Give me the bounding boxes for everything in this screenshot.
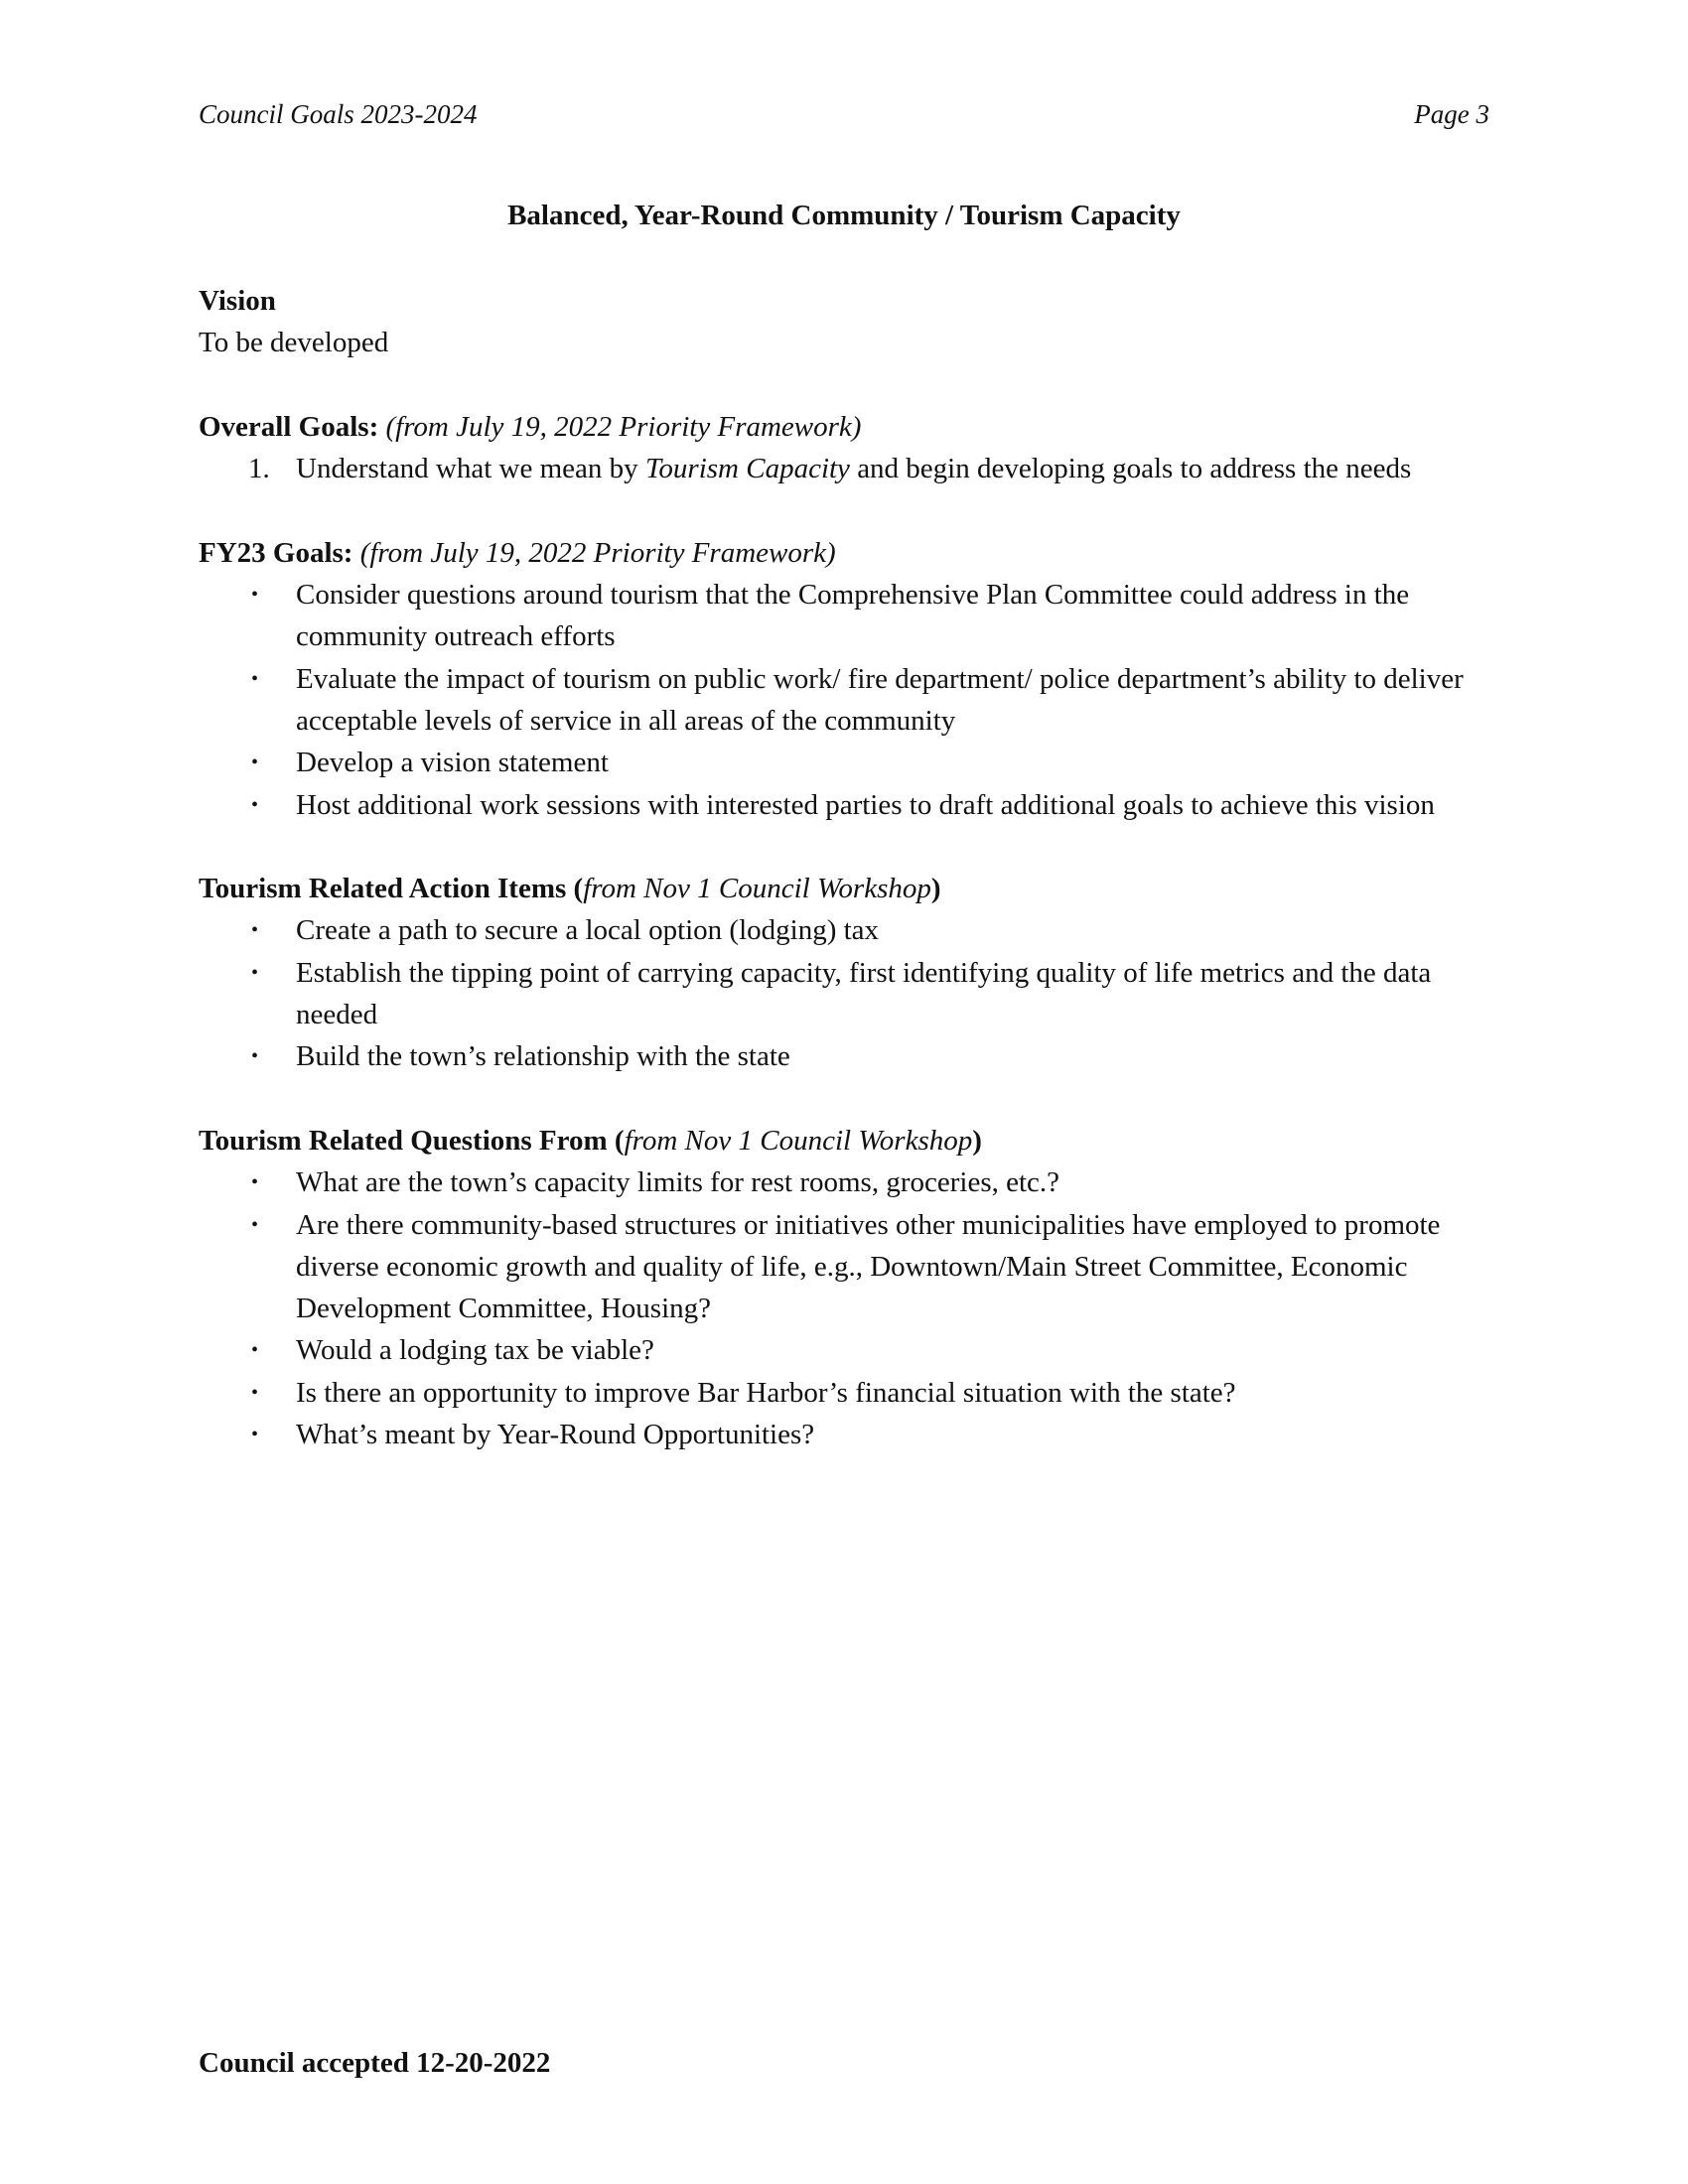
page-title: Balanced, Year-Round Community / Tourism Capacity [507, 200, 1181, 231]
questions-list [199, 1161, 1499, 1455]
action-items-close: ) [930, 873, 941, 905]
list-item-text: Is there an opportunity to improve Bar Harbor’s financial situation with the state? [296, 1376, 1236, 1409]
action-items-source: from Nov 1 Council Workshop [583, 873, 931, 905]
bullet-icon: • [251, 1381, 259, 1404]
fy23-goals-label: FY23 Goals: [199, 536, 353, 569]
overall-goals-label: Overall Goals: [199, 410, 379, 443]
questions-section [199, 1120, 1499, 1455]
bullet-icon: • [251, 1339, 259, 1362]
bullet-icon: • [251, 961, 259, 984]
bullet-icon: • [251, 584, 259, 607]
list-item-text: Host additional work sessions with interested parties to draft additional goals to achieve this vision [296, 788, 1435, 821]
bullet-icon: • [251, 1213, 259, 1236]
list-item-text: and begin developing goals to address the needs [849, 453, 1412, 485]
list-item [199, 1372, 1499, 1414]
fy23-goals-heading [199, 532, 1499, 574]
list-item-text: Develop a vision statement [296, 747, 609, 779]
list-item-text: What’s meant by Year-Round Opportunities? [296, 1419, 815, 1451]
document-title-header: Council Goals 2023-2024 [199, 99, 478, 129]
fy23-goals-section [199, 532, 1499, 826]
bullet-icon: • [251, 793, 259, 816]
list-item [199, 1329, 1499, 1371]
action-items-list [199, 909, 1499, 1077]
overall-goals-section [199, 406, 1499, 490]
overall-goals-source: (from July 19, 2022 Priority Framework) [385, 410, 862, 443]
fy23-goals-list [199, 574, 1499, 826]
overall-goals-list [199, 448, 1499, 489]
page-footer: Council accepted 12-20-2022 [199, 2047, 551, 2079]
list-item-text: Build the town’s relationship with the state [296, 1040, 790, 1073]
bullet-icon: • [251, 919, 259, 942]
list-item-text: Evaluate the impact of tourism on public work/ fire department/ police department’s ability to deliver acceptable levels of service in all areas of the community [296, 662, 1464, 737]
list-item [199, 574, 1499, 658]
bullet-icon: • [251, 1045, 259, 1068]
list-item [199, 1035, 1499, 1077]
list-item-text: Would a lodging tax be viable? [296, 1334, 654, 1367]
list-item [199, 1414, 1499, 1455]
list-item-text: Establish the tipping point of carrying capacity, first identifying quality of life metrics and the data needed [296, 956, 1432, 1031]
page-number: Page 3 [1414, 99, 1489, 129]
action-items-section [199, 868, 1499, 1077]
document-body [199, 280, 1499, 1498]
list-item [199, 1161, 1499, 1203]
vision-text: To be developed [199, 327, 389, 359]
list-item-text: Understand what we mean by [296, 453, 645, 485]
questions-close: ) [972, 1124, 982, 1157]
questions-heading [199, 1120, 1499, 1161]
overall-goals-heading [199, 406, 1499, 448]
list-item [199, 448, 1499, 489]
page-header [199, 99, 1489, 139]
questions-label: Tourism Related Questions From ( [199, 1124, 625, 1157]
vision-section [199, 280, 1499, 364]
questions-source: from Nov 1 Council Workshop [624, 1124, 973, 1157]
action-items-label: Tourism Related Action Items ( [199, 873, 584, 905]
fy23-goals-source: (from July 19, 2022 Priority Framework) [359, 536, 836, 569]
vision-heading: Vision [199, 285, 276, 317]
list-item-text: What are the town’s capacity limits for rest rooms, groceries, etc.? [296, 1166, 1060, 1199]
list-item [199, 909, 1499, 951]
bullet-icon: • [251, 1424, 259, 1446]
list-item-text: Create a path to secure a local option (lodging) tax [296, 914, 880, 947]
action-items-heading [199, 868, 1499, 909]
list-item-text: Consider questions around tourism that the Comprehensive Plan Committee could address in the community outreach efforts [296, 579, 1410, 653]
list-item [199, 952, 1499, 1036]
list-item-text: Are there community-based structures or initiatives other municipalities have employed to promote diverse economic growth and quality of life, e.g., Downtown/Main Street Committee, Economic Development Committee, Housing? [296, 1208, 1441, 1325]
list-item-emphasis: Tourism Capacity [644, 453, 850, 485]
list-number: 1. [248, 453, 270, 485]
list-item [199, 658, 1499, 743]
list-item [199, 742, 1499, 783]
bullet-icon: • [251, 751, 259, 774]
bullet-icon: • [251, 1171, 259, 1194]
bullet-icon: • [251, 667, 259, 690]
list-item [199, 1204, 1499, 1330]
list-item [199, 784, 1499, 826]
